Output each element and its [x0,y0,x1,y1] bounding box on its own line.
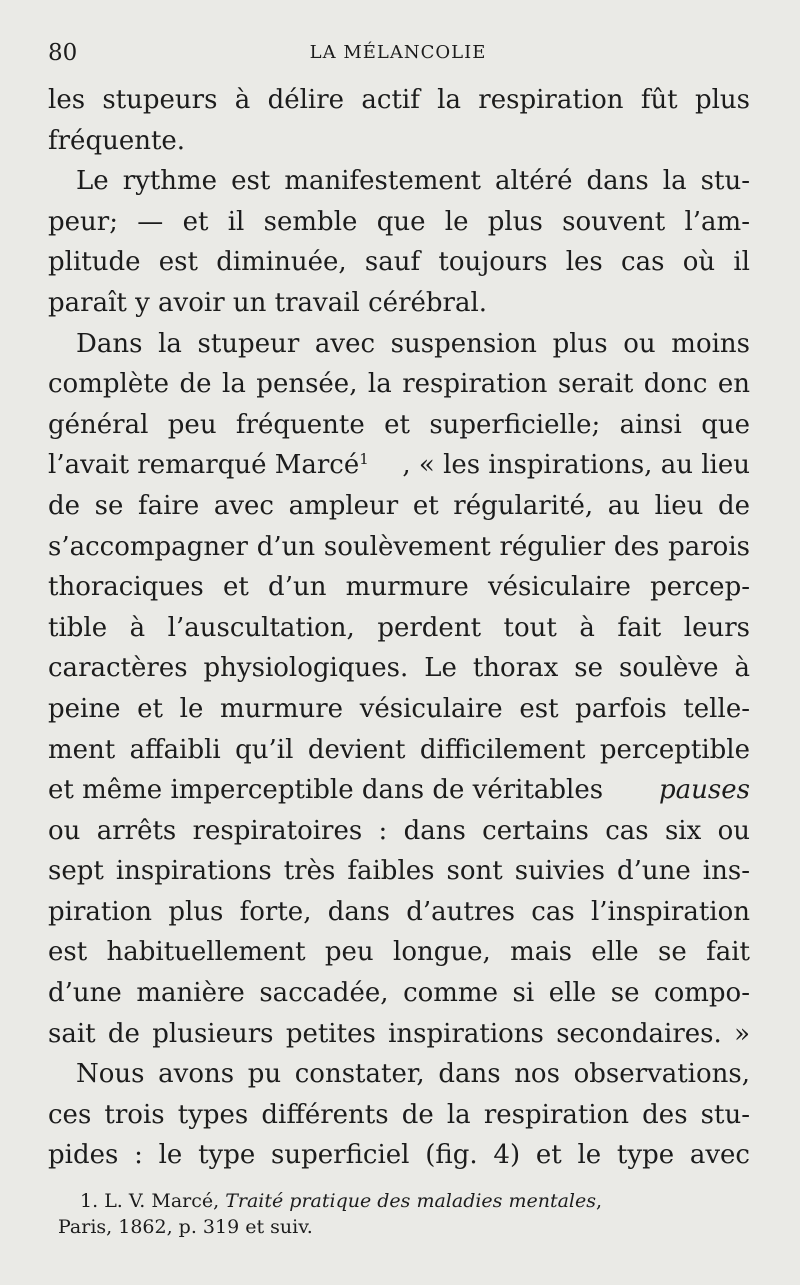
text-line: sait de plusieurs petites inspirations secondaires. » [48,1018,750,1049]
text-line: fréquente. [48,125,186,156]
text-line: thoraciques et d’un murmure vésiculaire percep- [48,572,750,603]
footnote-title: Traité pratique des maladies mentales [225,1190,596,1212]
text-line: d’une manière saccadée, comme si elle se compo- [48,978,750,1009]
italic-word: pauses [659,775,750,806]
running-title: LA MÉLANCOLIE [309,42,487,63]
footnote-line: Paris, 1862, p. 319 et suiv. [58,1216,313,1238]
text-segment: l’avait remarqué Marcé [48,450,360,481]
running-head [48,40,748,74]
text-line: ces trois types différents de la respiration des stu- [48,1099,750,1130]
text-line [48,770,750,811]
body-text [48,80,750,1176]
text-line: les stupeurs à délire actif la respiration fût plus [48,85,750,115]
text-segment: et même imperceptible dans de véritables [48,775,604,806]
text-line: de se faire avec ampleur et régularité, au lieu de [48,490,750,521]
text-segment [48,445,369,486]
text-line: plitude est diminuée, sauf toujours les cas où il [48,247,750,278]
text-line: peine et le murmure vésiculaire est parfois telle- [48,693,750,724]
text-line: s’accompagner d’un soulèvement régulier des parois [48,531,750,562]
text-line: sept inspirations très faibles sont suivies d’une ins- [48,856,750,887]
text-line: paraît y avoir un travail cérébral. [48,287,488,318]
footnote-punctuation: , [596,1190,603,1212]
text-line: caractères physiologiques. Le thorax se soulève à [48,653,750,684]
footnote-line [58,1188,750,1214]
text-line: piration plus forte, dans d’autres cas l’inspiration [48,896,750,927]
text-line: peur; — et il semble que le plus souvent l’am- [48,206,750,237]
text-line: ment affaibli qu’il devient difficilement perceptible [48,734,750,765]
text-line: tible à l’auscultation, perdent tout à fait leurs [48,612,750,643]
text-line: est habituellement peu longue, mais elle se fait [48,937,750,968]
text-line: Dans la stupeur avec suspension plus ou moins [76,328,750,359]
footnotes [58,1188,750,1240]
footnote-marker: 1. [80,1190,99,1212]
page-number: 80 [48,40,78,66]
text-line: Nous avons pu constater, dans nos observations, [76,1059,750,1090]
text-line: complète de la pensée, la respiration serait donc en [48,369,750,400]
text-line: ou arrêts respiratoires : dans certains cas six ou [48,815,750,846]
footnote-author: L. V. Marcé, [104,1190,220,1212]
text-segment: , « les inspirations, au lieu [402,450,750,481]
text-line [48,445,750,486]
text-line: Le rythme est manifestement altéré dans la stu- [76,166,750,197]
footnote-reference: 1 [359,450,369,469]
text-line: général peu fréquente et superficielle; ainsi que [48,409,750,440]
text-line: pides : le type superficiel (fig. 4) et le type avec [48,1140,750,1171]
